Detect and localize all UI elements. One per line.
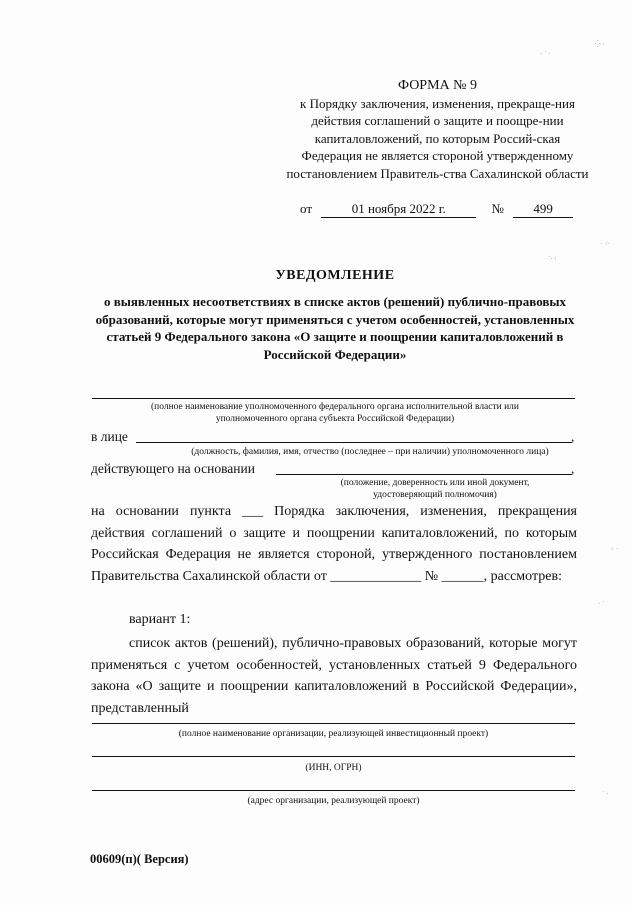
date-prefix: от — [300, 201, 313, 216]
in-person-label: в лице — [91, 429, 128, 444]
basis-paragraph: на основании пункта ___ Порядка заключения, изменения, прекращения действия соглашений о защите и поощрении капиталовложений, по которым Российская Федерация не является стороной, утвержденного постановлением Правительства Сахалинской области от _____________ № ______, рассмотрев: — [91, 504, 577, 584]
document-subtitle: о выявленных несоответствиях в списке актов (решений) публично-правовых образований, которые могут применяться с учетом особенностей, установленных статьей 9 Федерального закона «О защите и поощрении капиталовложений в Российской Федерации» — [95, 294, 575, 362]
comma-1: , — [571, 429, 575, 444]
scan-noise: ⁛ · — [595, 40, 605, 48]
scan-noise: ⁖ · — [610, 545, 619, 553]
form-subtitle: к Порядку заключения, изменения, прекраще-ния действия соглашений о защите и поощре-нии капиталовложений, по которым Россий-ская Федерация не является стороной утвержденному постановлением Правитель-ства Сахалинской области — [286, 95, 589, 181]
scan-noise: · ˙ · — [540, 50, 551, 58]
acting-basis-line — [276, 474, 572, 475]
form-header — [285, 77, 590, 183]
address-caption: (адрес организации, реализующей проект) — [247, 796, 420, 806]
in-person-caption: (должность, фамилия, имя, отчество (последнее – при наличии) уполномоченного лица) — [191, 447, 549, 457]
acting-caption: (положение, доверенность или иной документ, удостоверяющий полномочия) — [340, 478, 530, 500]
scan-noise: ˙ · — [602, 790, 609, 798]
variant-text: список актов (решений), публично-правовых образований, которые могут применяться с учетом особенностей, установленных статьей 9 Федерального закона «О защите и поощрении капиталовложений в Российской Федерации», представленный — [91, 636, 577, 716]
scan-noise: · ⁘ — [600, 240, 610, 248]
comma-2: , — [571, 461, 575, 476]
scan-noise: · ˙ — [598, 600, 605, 608]
date-number-line — [300, 200, 595, 218]
inn-line — [92, 756, 575, 757]
in-person-line — [136, 442, 572, 443]
variant-label: вариант 1: — [129, 612, 191, 627]
footer-code: 00609(п)( Версия) — [90, 852, 189, 866]
form-title: ФОРМА № 9 — [397, 78, 478, 93]
document-date: 01 ноября 2022 г. — [321, 200, 476, 218]
address-line — [92, 790, 575, 791]
acting-label: действующего на основании — [91, 461, 255, 476]
org-name-line — [92, 723, 575, 724]
number-prefix: № — [491, 201, 504, 216]
org-name-caption: (полное наименование организации, реализующей инвестиционный проект) — [178, 729, 489, 739]
authority-caption: (полное наименование уполномоченного федерального органа исполнительной власти или уполномоченного органа субъекта Российской Федерации) — [150, 402, 520, 424]
inn-caption: (ИНН, ОГРН) — [305, 763, 362, 773]
document-title: УВЕДОМЛЕНИЕ — [275, 268, 395, 283]
authority-name-line — [92, 398, 575, 399]
scan-noise: ˙·⁖ — [548, 255, 557, 263]
document-number: 499 — [513, 200, 573, 218]
